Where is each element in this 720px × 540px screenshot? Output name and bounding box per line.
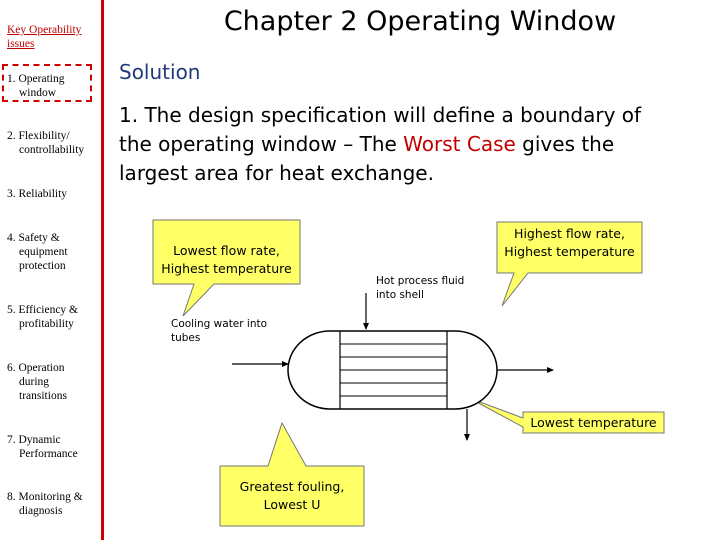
callout-highest-flow-text [497,225,642,261]
solution-subtitle: Solution [119,60,201,84]
page-title: Chapter 2 Operating Window [223,6,617,37]
sidebar-item-label: 6. Operation [7,362,65,374]
callout-line: Greatest fouling, [239,479,345,494]
sidebar-item-label: Performance [19,448,78,460]
sidebar-item-label: profitability [19,318,74,330]
sidebar-item-label: 3. Reliability [7,188,68,200]
callout-line: Lowest U [263,497,321,512]
sidebar-item-label: equipment [19,246,68,258]
sidebar-item-label: 2. Flexibility/ [7,130,70,142]
hot-fluid-label [376,274,464,302]
sidebar-item-label: 4. Safety & [7,232,60,244]
callout-line: Highest flow rate, [514,226,625,241]
callout-line: Highest temperature [161,261,292,276]
label-line: tubes [171,332,201,344]
sidebar-item-label: 7. Dynamic [7,434,61,446]
sidebar-item-label: 1. Operating [7,73,65,85]
callout-lowest-flow-text [153,242,300,278]
sidebar-item-label: controllability [19,144,85,156]
body-text-part1: 1. The design specification will define a boundary of the operating window – The [119,103,642,156]
sidebar-item-label: diagnosis [19,505,63,517]
label-line: Hot process fluid [376,275,465,287]
sidebar-title[interactable]: Key Operability issues [7,24,82,50]
callout-line: Lowest flow rate, [173,243,280,258]
label-line: Cooling water into [171,318,268,330]
sidebar-item-label: transitions [19,390,67,402]
sidebar-item-label: during [19,376,50,388]
sidebar-item-label: 5. Efficiency & [7,304,78,316]
worst-case-highlight: Worst Case [403,132,516,156]
sidebar-item-label: protection [19,260,66,272]
sidebar-item-label: window [19,87,57,99]
callout-lowest-temperature-text: Lowest temperature [530,415,657,430]
label-line: into shell [376,289,424,301]
callout-greatest-fouling-text [220,478,364,514]
body-text-part2: gives the largest area for heat exchange. [119,132,615,185]
callout-line: Highest temperature [504,244,635,259]
sidebar-item-label: 8. Monitoring & [7,491,83,503]
cooling-water-label [171,317,267,345]
